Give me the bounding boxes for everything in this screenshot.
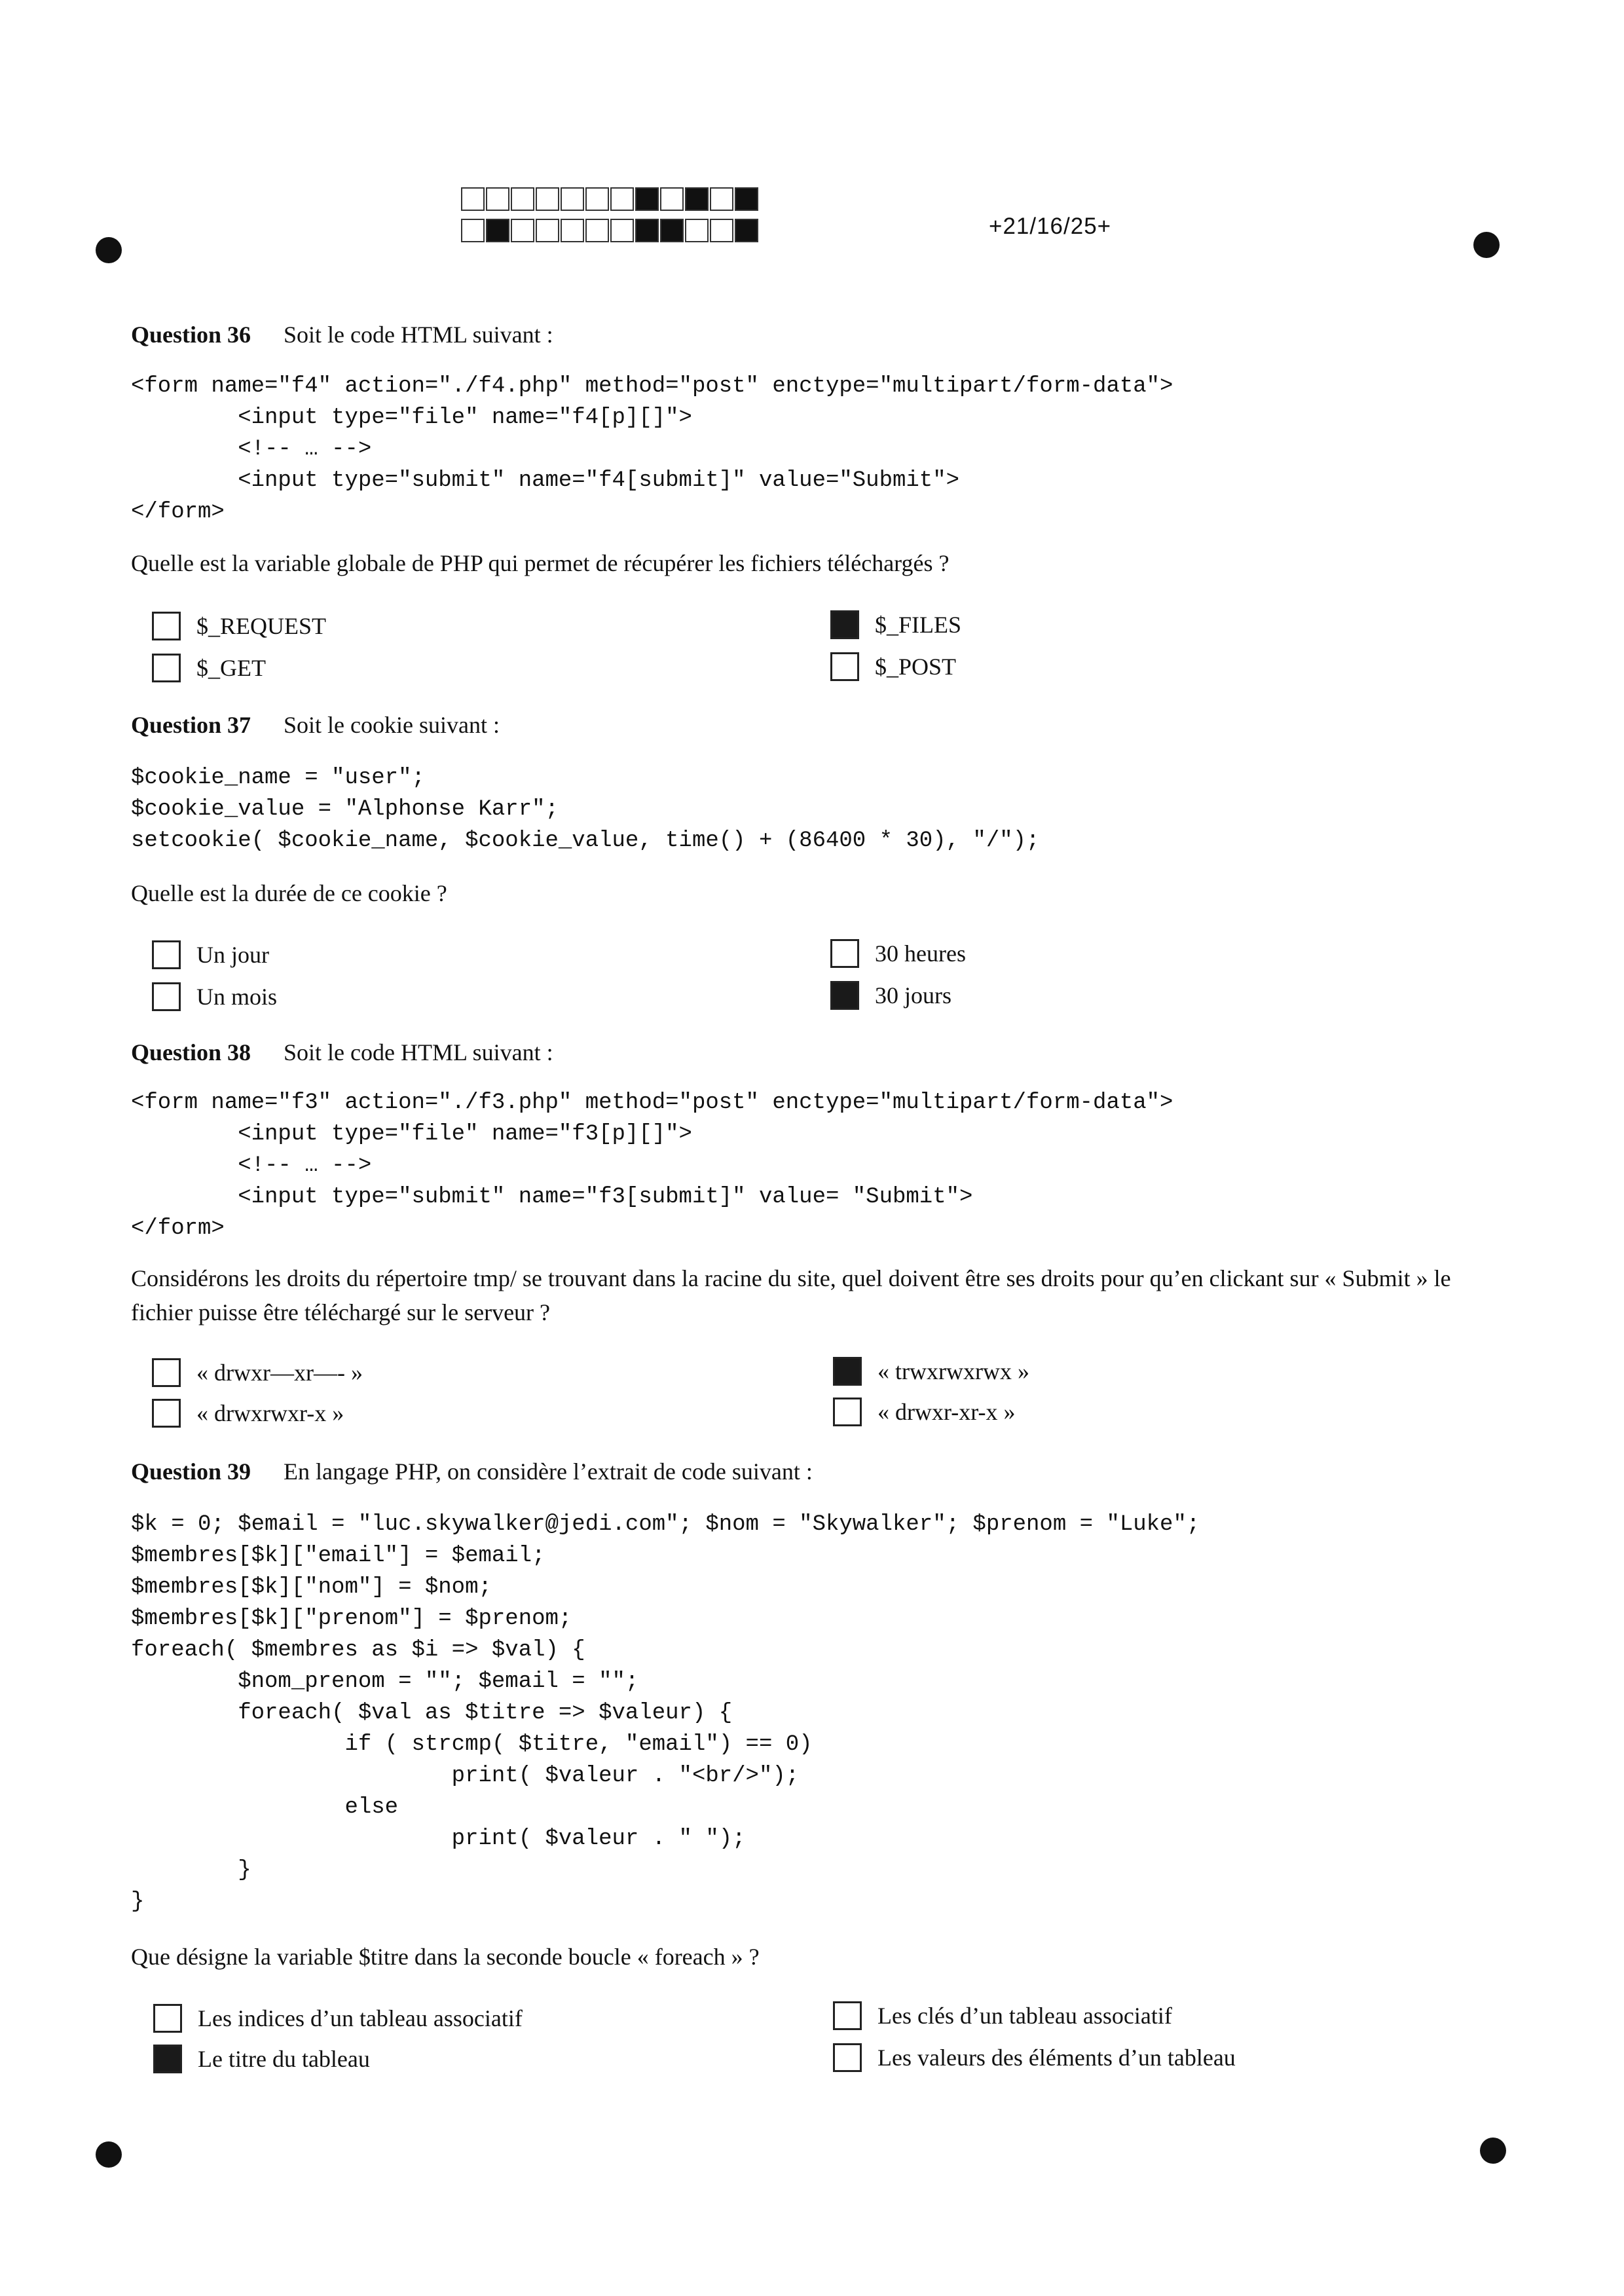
option-label: Les valeurs des éléments d’un tableau [877, 2045, 1236, 2071]
question-label: Question 37 [131, 712, 251, 738]
checkbox[interactable] [153, 2004, 182, 2033]
question-label: Question 39 [131, 1458, 251, 1485]
checkbox[interactable] [833, 1357, 862, 1386]
question-36-option[interactable] [152, 612, 326, 640]
option-label: 30 jours [875, 982, 951, 1009]
option-label: $_REQUEST [196, 613, 326, 639]
question-37-option[interactable] [830, 939, 966, 968]
question-39-title [131, 1458, 813, 1485]
question-39-option[interactable] [153, 2045, 370, 2073]
checkbox[interactable] [152, 1399, 181, 1428]
question-37-prompt: Quelle est la durée de ce cookie ? [131, 880, 447, 906]
question-37-option[interactable] [152, 982, 277, 1011]
question-39-prompt: Que désigne la variable $titre dans la seconde boucle « foreach » ? [131, 1944, 760, 1970]
question-36-prompt: Quelle est la variable globale de PHP qui permet de récupérer les fichiers téléchargés ? [131, 550, 950, 576]
checkbox[interactable] [833, 2043, 862, 2072]
checkbox[interactable] [152, 940, 181, 969]
question-39-code: $k = 0; $email = "luc.skywalker@jedi.com"; $nom = "Skywalker"; $prenom = "Luke"; $membres[$k]["email"] = $email; $membres[$k]["nom"] = $nom; $membres[$k]["prenom"] = $prenom; foreach( $membres as $i => $val) { $nom_prenom = ""; $email = ""; foreach( $val as $titre => $valeur) { if ( strcmp( $titre, "email") == 0) print( $valeur . "<br/>"); else print( $valeur . " "); } } [131, 1512, 1200, 1914]
option-label: Le titre du tableau [198, 2046, 370, 2072]
option-label: Un jour [196, 942, 269, 968]
option-label: $_FILES [875, 612, 962, 638]
question-37-option[interactable] [830, 981, 951, 1010]
checkbox[interactable] [152, 1358, 181, 1387]
checkbox[interactable] [833, 1398, 862, 1426]
option-label: Les clés d’un tableau associatif [877, 2003, 1172, 2029]
checkbox[interactable] [833, 2001, 862, 2030]
question-intro: Soit le code HTML suivant : [284, 322, 553, 348]
question-38-option[interactable] [833, 1398, 1016, 1426]
question-label: Question 38 [131, 1039, 251, 1065]
option-label: $_GET [196, 655, 266, 681]
option-label: « drwxr-xr-x » [877, 1399, 1016, 1425]
question-39-option[interactable] [833, 2001, 1172, 2030]
question-intro: Soit le cookie suivant : [284, 712, 500, 738]
question-38-option[interactable] [152, 1399, 344, 1428]
option-label: Les indices d’un tableau associatif [198, 2005, 523, 2031]
option-label: Un mois [196, 984, 278, 1010]
question-36-option[interactable] [830, 610, 961, 639]
checkbox[interactable] [830, 939, 859, 968]
page-code: +21/16/25+ [989, 213, 1112, 239]
checkbox[interactable] [152, 654, 181, 682]
question-37-option[interactable] [152, 940, 269, 969]
checkbox[interactable] [830, 610, 859, 639]
question-intro: En langage PHP, on considère l’extrait de code suivant : [284, 1458, 813, 1485]
option-label: 30 heures [875, 940, 966, 967]
question-38-title [131, 1039, 553, 1066]
option-label: « trwxrwxrwx » [877, 1358, 1029, 1384]
question-38-prompt: Considérons les droits du répertoire tmp/ se trouvant dans la racine du site, quel doivent être ses droits pour qu’en clickant sur « Submit » le fichier puisse être téléchargé sur le serveur ? [131, 1265, 1451, 1325]
checkbox[interactable] [152, 982, 181, 1011]
question-38-code: <form name="f3" action="./f3.php" method="post" enctype="multipart/form-data"> <input type="file" name="f3[p][]"> <!-- … --> <input type="submit" name="f3[submit]" value= "Submit"> </form> [131, 1090, 1173, 1241]
checkbox[interactable] [830, 981, 859, 1010]
checkbox[interactable] [153, 2045, 182, 2073]
question-38-option[interactable] [152, 1358, 363, 1387]
checkbox[interactable] [152, 612, 181, 640]
question-36-option[interactable] [830, 652, 956, 681]
question-intro: Soit le code HTML suivant : [284, 1039, 553, 1065]
question-36-code: <form name="f4" action="./f4.php" method="post" enctype="multipart/form-data"> <input type="file" name="f4[p][]"> <!-- … --> <input type="submit" name="f4[submit]" value="Submit"> </form> [131, 374, 1173, 525]
option-label: « drwxrwxr-x » [196, 1400, 344, 1426]
option-label: $_POST [875, 654, 957, 680]
question-38-option[interactable] [833, 1357, 1029, 1386]
checkbox[interactable] [830, 652, 859, 681]
question-36-option[interactable] [152, 654, 266, 682]
option-label: « drwxr—xr—- » [196, 1360, 363, 1386]
question-39-option[interactable] [153, 2004, 523, 2033]
question-39-option[interactable] [833, 2043, 1236, 2072]
question-label: Question 36 [131, 322, 251, 348]
question-37-code: $cookie_name = "user"; $cookie_value = "Alphonse Karr"; setcookie( $cookie_name, $cookie_value, time() + (86400 * 30), "/"); [131, 766, 1040, 853]
question-36-title [131, 321, 553, 348]
question-37-title [131, 711, 500, 739]
